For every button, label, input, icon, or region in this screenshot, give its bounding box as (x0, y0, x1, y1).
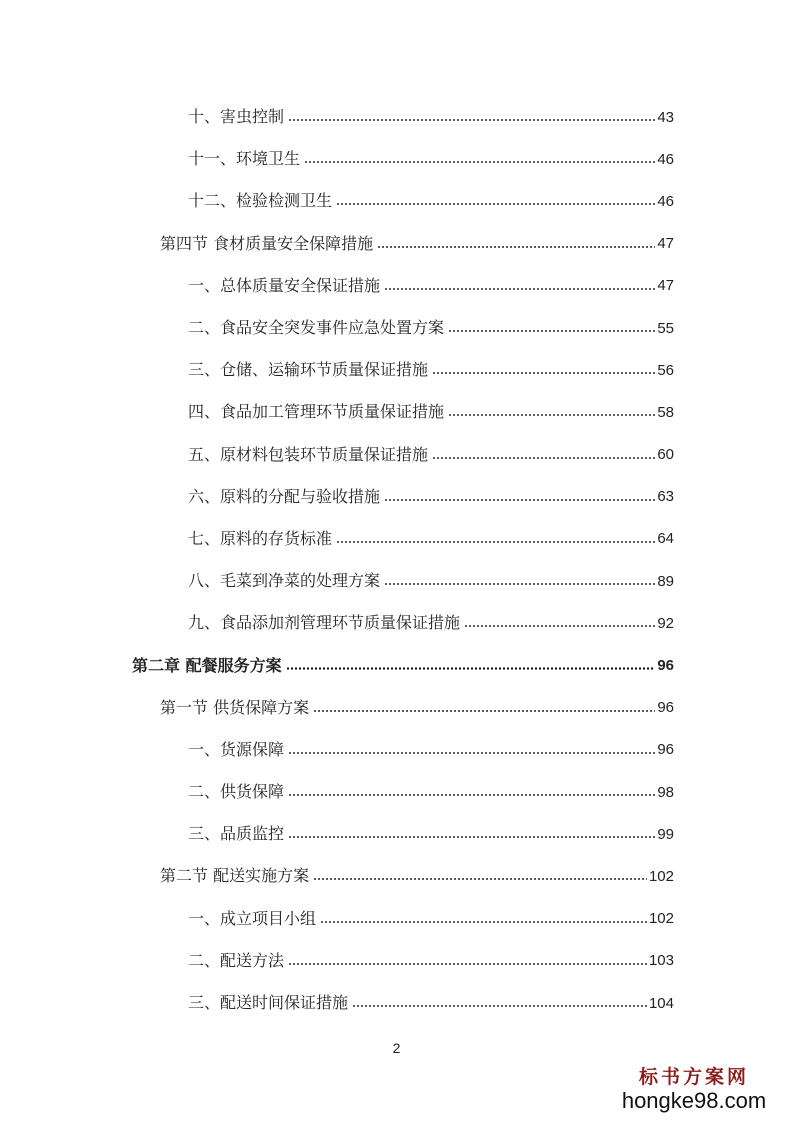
toc-entry-page: 89 (657, 572, 674, 590)
toc-dot-leader (288, 836, 655, 838)
toc-dot-leader (286, 667, 656, 670)
toc-dot-leader (320, 921, 647, 923)
toc-item-entry[interactable] (0, 349, 793, 391)
toc-item-entry[interactable] (0, 813, 793, 855)
toc-entry-page: 64 (657, 530, 674, 548)
toc-dot-leader (377, 246, 655, 248)
toc-entry-title: 三、品质监控 (188, 824, 285, 844)
toc-item-entry[interactable] (0, 96, 793, 138)
toc-item-entry[interactable] (0, 940, 793, 982)
toc-entry-page: 96 (657, 741, 674, 759)
toc-dot-leader (288, 119, 655, 121)
toc-entry-title: 一、总体质量安全保证措施 (188, 275, 381, 295)
toc-entry-title: 七、原料的存货标准 (188, 528, 333, 548)
toc-dot-leader (336, 541, 655, 543)
toc-dot-leader (464, 625, 655, 627)
toc-item-entry[interactable] (0, 982, 793, 1024)
toc-chapter-entry[interactable] (0, 644, 793, 686)
toc-entry-title: 三、配送时间保证措施 (188, 993, 349, 1013)
toc-entry-page: 46 (657, 150, 674, 168)
toc-entry-page: 99 (657, 825, 674, 843)
toc-item-entry[interactable] (0, 180, 793, 222)
toc-item-entry[interactable] (0, 476, 793, 518)
page-number: 2 (392, 1040, 401, 1056)
toc-dot-leader (384, 583, 655, 585)
toc-entry-page: 58 (657, 403, 674, 421)
toc-item-entry[interactable] (0, 560, 793, 602)
toc-entry-page: 63 (657, 488, 674, 506)
toc-dot-leader (288, 963, 647, 965)
toc-section-entry[interactable] (0, 687, 793, 729)
watermark-logo (609, 1066, 779, 1114)
toc-dot-leader (336, 203, 655, 205)
toc-entry-title: 第二章 配餐服务方案 (132, 655, 282, 675)
toc-dot-leader (432, 457, 655, 459)
watermark-url: hongke98.com (621, 1088, 767, 1113)
toc-entry-title: 四、食品加工管理环节质量保证措施 (188, 402, 445, 422)
watermark-title: 标书方案网 (638, 1066, 749, 1088)
toc-dot-leader (448, 414, 655, 416)
toc-dot-leader (288, 752, 655, 754)
toc-dot-leader (352, 1005, 647, 1007)
toc-entry-page: 43 (657, 108, 674, 126)
table-of-contents (0, 96, 793, 1024)
toc-item-entry[interactable] (0, 307, 793, 349)
toc-entry-title: 九、食品添加剂管理环节质量保证措施 (188, 613, 461, 633)
toc-entry-page: 56 (657, 361, 674, 379)
toc-entry-page: 104 (648, 994, 674, 1012)
toc-entry-page: 46 (657, 192, 674, 210)
toc-entry-title: 第二节 配送实施方案 (160, 866, 310, 886)
toc-dot-leader (384, 499, 655, 501)
toc-entry-page: 96 (657, 657, 674, 675)
toc-entry-page: 60 (657, 446, 674, 464)
toc-entry-page: 102 (648, 910, 674, 928)
toc-dot-leader (384, 288, 655, 290)
toc-entry-title: 十、害虫控制 (188, 107, 285, 127)
toc-dot-leader (432, 372, 655, 374)
toc-entry-title: 十一、环境卫生 (188, 149, 301, 169)
toc-item-entry[interactable] (0, 602, 793, 644)
toc-dot-leader (288, 794, 655, 796)
toc-item-entry[interactable] (0, 898, 793, 940)
toc-entry-page: 103 (648, 952, 674, 970)
toc-entry-title: 三、仓储、运输环节质量保证措施 (188, 360, 429, 380)
toc-entry-page: 96 (657, 699, 674, 717)
toc-section-entry[interactable] (0, 855, 793, 897)
toc-entry-title: 第一节 供货保障方案 (160, 697, 310, 717)
toc-section-entry[interactable] (0, 223, 793, 265)
toc-entry-page: 92 (657, 614, 674, 632)
toc-entry-title: 一、成立项目小组 (188, 908, 317, 928)
toc-entry-title: 五、原材料包装环节质量保证措施 (188, 444, 429, 464)
toc-entry-title: 一、货源保障 (188, 739, 285, 759)
toc-entry-title: 十二、检验检测卫生 (188, 191, 333, 211)
toc-item-entry[interactable] (0, 391, 793, 433)
toc-entry-title: 八、毛菜到净菜的处理方案 (188, 571, 381, 591)
toc-entry-title: 六、原料的分配与验收措施 (188, 486, 381, 506)
toc-entry-page: 47 (657, 277, 674, 295)
toc-item-entry[interactable] (0, 265, 793, 307)
toc-item-entry[interactable] (0, 518, 793, 560)
toc-entry-title: 二、配送方法 (188, 950, 285, 970)
toc-item-entry[interactable] (0, 771, 793, 813)
toc-item-entry[interactable] (0, 434, 793, 476)
toc-entry-title: 第四节 食材质量安全保障措施 (160, 233, 374, 253)
toc-dot-leader (448, 330, 655, 332)
toc-dot-leader (313, 878, 647, 880)
toc-dot-leader (304, 161, 655, 163)
toc-entry-title: 二、供货保障 (188, 782, 285, 802)
toc-entry-page: 102 (648, 867, 674, 885)
toc-entry-title: 二、食品安全突发事件应急处置方案 (188, 318, 445, 338)
toc-entry-page: 47 (657, 235, 674, 253)
toc-dot-leader (313, 710, 655, 712)
toc-item-entry[interactable] (0, 729, 793, 771)
toc-entry-page: 98 (657, 783, 674, 801)
toc-entry-page: 55 (657, 319, 674, 337)
toc-item-entry[interactable] (0, 138, 793, 180)
